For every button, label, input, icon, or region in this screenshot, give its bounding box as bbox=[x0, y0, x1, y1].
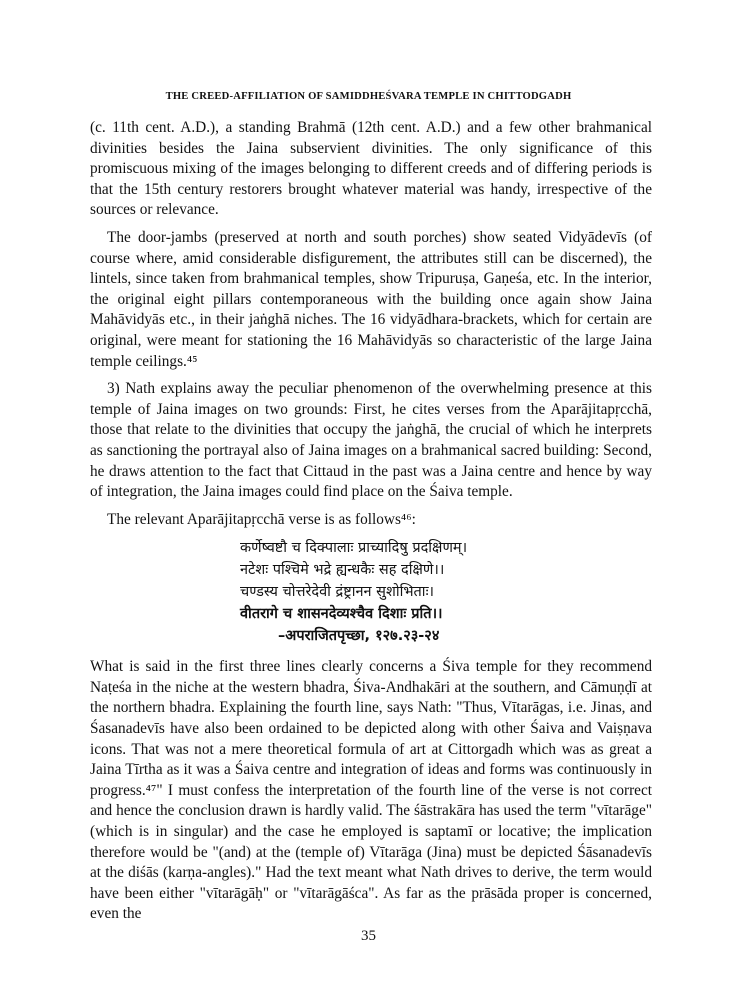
paragraph-4: The relevant Aparājitapṛcchā verse is as follows⁴⁶: bbox=[107, 510, 416, 528]
page-number: 35 bbox=[361, 928, 376, 944]
paragraph-3: 3) Nath explains away the peculiar phenomenon of the overwhelming presence at this temple of Jaina images on two grounds: First, he cites verses from the Aparājitapṛcchā, those that relate to the divinities that occupy the jaṅghā, the crucial of which he interprets as sanctioning the portrayal also of Jaina images on a brahmanical sacred building: Second, he draws attention to the fact that Cittaud in the past was a Jaina centre and hence by way of integration, the Jaina images could find place on the Śaiva temple. bbox=[90, 380, 652, 501]
sanskrit-verse bbox=[90, 537, 652, 647]
body-text bbox=[90, 118, 652, 932]
verse-line-1: कर्णेष्वष्टौ च दिक्पालाः प्राच्यादिषु प्रदक्षिणम्। bbox=[240, 540, 468, 557]
verse-line-3: चण्डस्य चोत्तरेदेवी द्रंष्ट्रानन सुशोभिताः। bbox=[240, 584, 434, 601]
paragraph-5: What is said in the first three lines clearly concerns a Śiva temple for they recommend Naṭeśa in the niche at the western bhadra, Śiva-Andhakāri at the southern, and Cāmuṇḍī at the northern bhadra. Explaining the fourth line, says Nath: "Thus, Vītarāgas, i.e. Jinas, and Śasanadevīs have also been ordained to be depicted along with other Śaiva and Vaiṣṇava icons. That was not a mere theoretical formula of art at Cittorgadh which was as great a Jaina Tīrtha as it was a Śaiva centre and integration of ideas and forms was continuously in progress.⁴⁷" I must confess the interpretation of the fourth line of the verse is not correct and hence the conclusion drawn is hardly valid. The śāstrakāra has used the term "vītarāge" (which is in singular) and the case he employed is saptamī or locative; the implication therefore would be "(and) at the (temple of) Vītarāga (Jina) must be depicted Śāsanadevīs at the diśās (karṇa-angles)." Had the text meant what Nath drives to derive, the term would have been either "vītarāgāḥ" or "vītarāgāśca". As far as the prāsāda proper is concerned, even the bbox=[90, 658, 652, 923]
paragraph-1: (c. 11th cent. A.D.), a standing Brahmā (12th cent. A.D.) and a few other brahmanical divinities besides the Jaina subservient divinities. The only significance of this promiscuous mixing of the images belonging to different creeds and of differing periods is that the 15th century restorers brought whatever material was handy, irrespective of the sources or relevance. bbox=[90, 119, 652, 219]
verse-source: –अपराजितपृच्छा, १२७.२३-२४ bbox=[278, 628, 440, 645]
verse-line-4: वीतरागे च शासनदेव्यश्चैव दिशाः प्रति।। bbox=[240, 606, 443, 623]
verse-line-2: नटेशः पश्चिमे भद्रे ह्यन्धकैः सह दक्षिणे।। bbox=[240, 562, 445, 579]
paragraph-2: The door-jambs (preserved at north and south porches) show seated Vidyādevīs (of course where, amid considerable disfigurement, the attributes still can be discerned), the lintels, since taken from brahmanical temples, show Tripuruṣa, Gaṇeśa, etc. In the interior, the original eight pillars contemporaneous with the building once again show Jaina Mahāvidyās etc., in their jaṅghā niches. The 16 vidyādhara-brackets, which for certain are original, were meant for stationing the 16 Mahāvidyās so characteristic of the large Jaina temple ceilings.⁴⁵ bbox=[90, 228, 652, 370]
running-head: THE CREED-AFFILIATION OF SAMIDDHEŚVARA TEMPLE IN CHITTODGADH bbox=[165, 91, 572, 102]
